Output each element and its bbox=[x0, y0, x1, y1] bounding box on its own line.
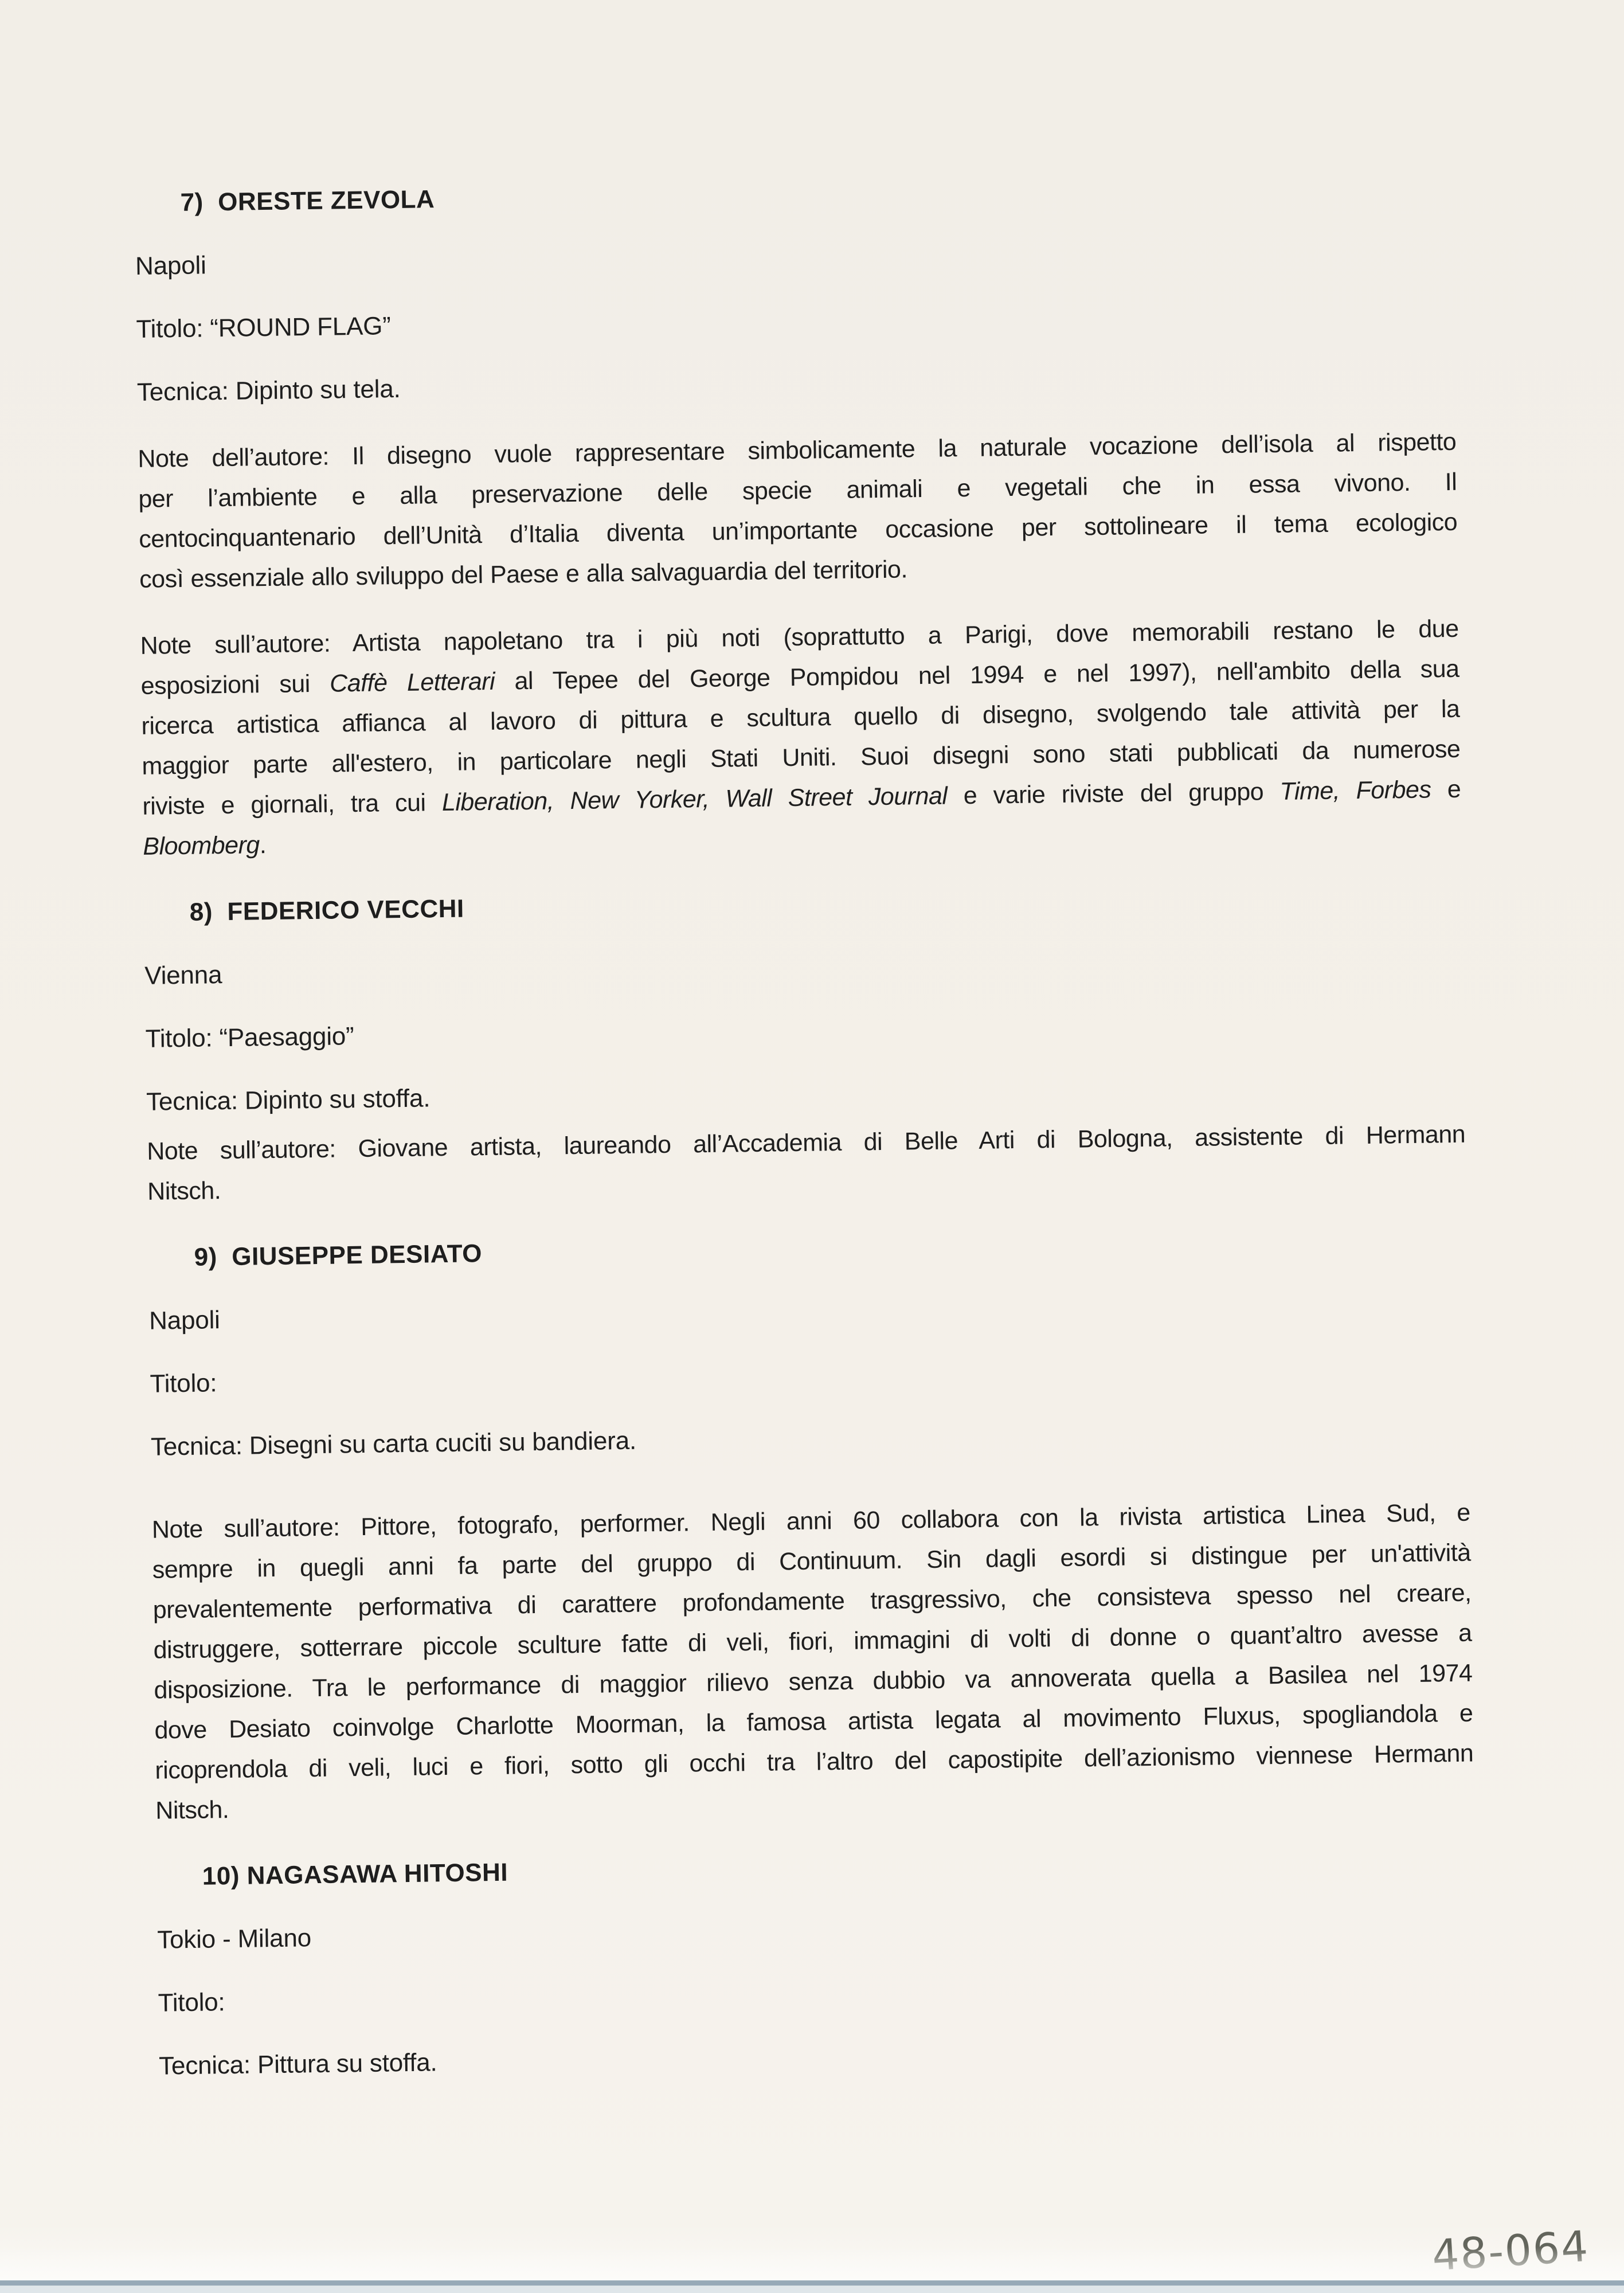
italic-text: Time, Forbes bbox=[1279, 776, 1431, 805]
text-segment: ricerca artistica affianca al lavoro di pittura e scultura quello di disegno, svolgendo tale attività per la bbox=[141, 695, 1460, 740]
field-line: Tecnica: Dipinto su stoffa. bbox=[146, 1084, 431, 1116]
text-segment: centocinquantenario dell’Unità d’Italia diventa un’importante occasione per sottolineare il tema ecologico bbox=[139, 508, 1458, 553]
note-paragraph bbox=[138, 422, 1458, 600]
field-line: Titolo: “Paesaggio” bbox=[145, 1022, 354, 1053]
section-heading: 10) NAGASAWA HITOSHI bbox=[202, 1858, 508, 1891]
note-paragraph bbox=[147, 1114, 1466, 1212]
text-segment: sempre in quegli anni fa parte del gruppo di Continuum. Sin dagli esordi si distingue per un'attività bbox=[152, 1539, 1471, 1584]
section-heading: 9) GIUSEPPE DESIATO bbox=[194, 1239, 483, 1271]
field-line: Napoli bbox=[135, 251, 206, 280]
text-segment: dove Desiato coinvolge Charlotte Moorman, la famosa artista legata al movimento Fluxus, spogliandola e bbox=[154, 1699, 1473, 1744]
document-text bbox=[132, 0, 1477, 2087]
italic-text: Liberation, New Yorker, Wall Street Journal bbox=[441, 782, 948, 817]
text-segment: ricoprendola di veli, luci e fiori, sotto gli occhi tra l’altro del capostipite dell’azionismo viennese Hermann bbox=[155, 1739, 1474, 1785]
text-segment: Nitsch. bbox=[155, 1796, 229, 1825]
text-segment: distruggere, sotterrare piccole sculture fatte di veli, fiori, immagini di volti di donne o quant’altro avesse a bbox=[153, 1619, 1472, 1664]
text-segment: Note sull’autore: Giovane artista, laureando all’Accademia di Belle Arti di Bologna, assistente di Hermann bbox=[146, 1120, 1466, 1165]
text-segment: e bbox=[1431, 775, 1461, 804]
section-heading: 7) ORESTE ZEVOLA bbox=[180, 185, 435, 217]
text-segment: Nitsch. bbox=[147, 1177, 221, 1206]
italic-text: Bloomberg bbox=[143, 831, 260, 860]
text-segment: per l’ambiente e alla preservazione delle specie animali e vegetali che in essa vivono. Il bbox=[138, 468, 1457, 513]
field-line: Titolo: bbox=[150, 1369, 217, 1398]
scan-background-strip bbox=[0, 2286, 1624, 2293]
text-segment: Note sull’autore: Pittore, fotografo, performer. Negli anni 60 collabora con la rivista artistica Linea Sud, e bbox=[151, 1498, 1471, 1544]
field-line: Napoli bbox=[148, 1306, 221, 1335]
text-segment: prevalentemente performativa di carattere profondamente trasgressivo, che consisteva spesso nel creare, bbox=[152, 1579, 1472, 1624]
note-paragraph bbox=[140, 609, 1461, 867]
text-segment: e varie riviste del gruppo bbox=[947, 777, 1280, 810]
text-segment: al Tepee del George Pompidou nel 1994 e nel 1997), nell'ambito della sua bbox=[494, 655, 1459, 695]
text-segment: esposizioni sui bbox=[140, 670, 330, 700]
text-segment: Note sull’autore: Artista napoletano tra i più noti (soprattutto a Parigi, dove memorabili restano le due bbox=[140, 615, 1459, 660]
italic-text: Caffè Letterari bbox=[329, 667, 495, 698]
field-line: Titolo: “ROUND FLAG” bbox=[136, 312, 391, 343]
field-line: Vienna bbox=[144, 961, 222, 990]
text-segment: così essenziale allo sviluppo del Paese e alla salvaguardia del territorio. bbox=[139, 555, 908, 593]
scan-page-edge-line bbox=[0, 2280, 1624, 2286]
note-paragraph bbox=[151, 1493, 1474, 1831]
text-segment: disposizione. Tra le performance di maggior rilievo senza dubbio va annoverata quella a Basilea nel 1974 bbox=[154, 1659, 1473, 1704]
text-segment: riviste e giornali, tra cui bbox=[142, 789, 443, 820]
field-line: Tecnica: Dipinto su tela. bbox=[136, 374, 401, 406]
scan-bottom-glare bbox=[0, 2247, 1624, 2280]
text-segment: . bbox=[259, 831, 267, 859]
field-line: Tokio - Milano bbox=[156, 1924, 312, 1954]
field-line: Tecnica: Pittura su stoffa. bbox=[158, 2048, 437, 2080]
section-heading: 8) FEDERICO VECCHI bbox=[189, 894, 465, 926]
text-segment: maggior parte all'estero, in particolare negli Stati Uniti. Suoi disegni sono stati pubblicati da numerose bbox=[142, 735, 1461, 780]
field-line: Tecnica: Disegni su carta cuciti su bandiera. bbox=[150, 1426, 637, 1461]
text-segment: Note dell’autore: Il disegno vuole rappresentare simbolicamente la naturale vocazione dell’isola al rispetto bbox=[138, 428, 1457, 473]
field-line: Titolo: bbox=[158, 1988, 225, 2017]
